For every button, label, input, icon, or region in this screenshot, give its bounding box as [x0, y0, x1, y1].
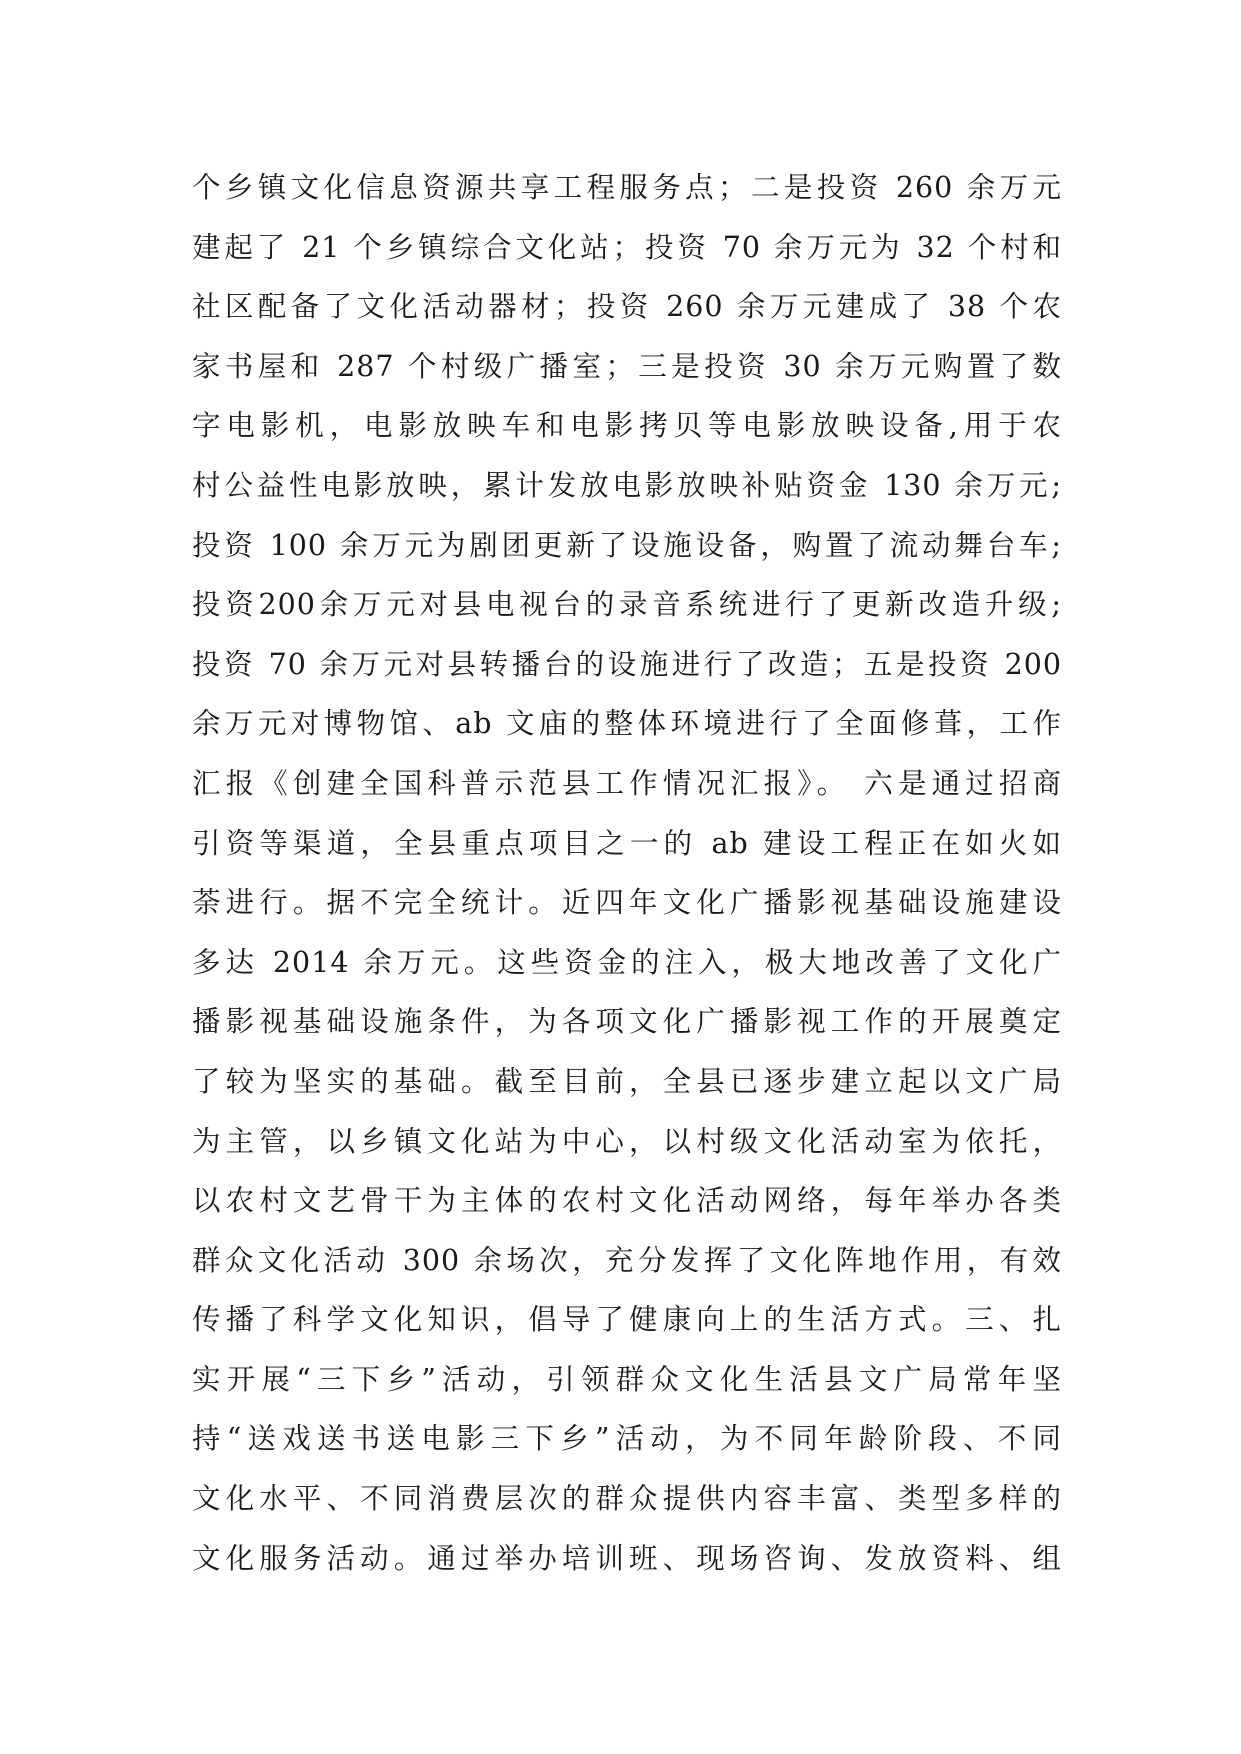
text-line: 播影视基础设施条件，为各项文化广播影视工作的开展奠定	[192, 1005, 1062, 1039]
text-line: 余万元对博物馆、ab 文庙的整体环境进行了全面修葺，工作	[192, 707, 1062, 741]
text-line: 荼进行。据不完全统计。近四年文化广播影视基础设施建设	[192, 886, 1062, 920]
text-line: 家书屋和 287 个村级广播室；三是投资 30 余万元购置了数	[192, 349, 1062, 383]
text-line: 群众文化活动 300 余场次，充分发挥了文化阵地作用，有效	[192, 1243, 1062, 1277]
text-line: 实开展“三下乡”活动，引领群众文化生活县文广局常年坚	[192, 1362, 1062, 1396]
text-line: 文化水平、不同消费层次的群众提供内容丰富、类型多样的	[192, 1482, 1062, 1516]
text-line: 字电影机，电影放映车和电影拷贝等电影放映设备,用于农	[192, 409, 1062, 443]
text-line: 建起了 21 个乡镇综合文化站；投资 70 余万元为 32 个村和	[192, 230, 1062, 264]
text-line: 多达 2014 余万元。这些资金的注入，极大地改善了文化广	[192, 945, 1062, 979]
text-line: 引资等渠道，全县重点项目之一的 ab 建设工程正在如火如	[192, 826, 1062, 860]
body-paragraph	[192, 158, 1062, 1588]
text-line: 村公益性电影放映，累计发放电影放映补贴资金 130 余万元;	[192, 468, 1062, 502]
text-line: 投资200余万元对县电视台的录音系统进行了更新改造升级;	[192, 588, 1062, 622]
text-line: 传播了科学文化知识，倡导了健康向上的生活方式。三、扎	[192, 1303, 1062, 1337]
text-line: 文化服务活动。通过举办培训班、现场咨询、发放资料、组	[192, 1541, 1062, 1575]
text-line: 了较为坚实的基础。截至目前，全县已逐步建立起以文广局	[192, 1064, 1062, 1098]
text-line: 为主管，以乡镇文化站为中心，以村级文化活动室为依托，	[192, 1124, 1062, 1158]
text-line: 汇报《创建全国科普示范县工作情况汇报》。 六是通过招商	[192, 766, 1062, 800]
text-line: 投资 70 余万元对县转播台的设施进行了改造；五是投资 200	[192, 647, 1062, 681]
text-line: 投资 100 余万元为剧团更新了设施设备，购置了流动舞台车;	[192, 528, 1062, 562]
text-line: 个乡镇文化信息资源共享工程服务点；二是投资 260 余万元	[192, 171, 1062, 204]
text-line: 以农村文艺骨干为主体的农村文化活动网络，每年举办各类	[192, 1184, 1062, 1218]
text-line: 社区配备了文化活动器材；投资 260 余万元建成了 38 个农	[192, 290, 1062, 324]
text-line: 持“送戏送书送电影三下乡”活动，为不同年龄阶段、不同	[192, 1422, 1062, 1456]
